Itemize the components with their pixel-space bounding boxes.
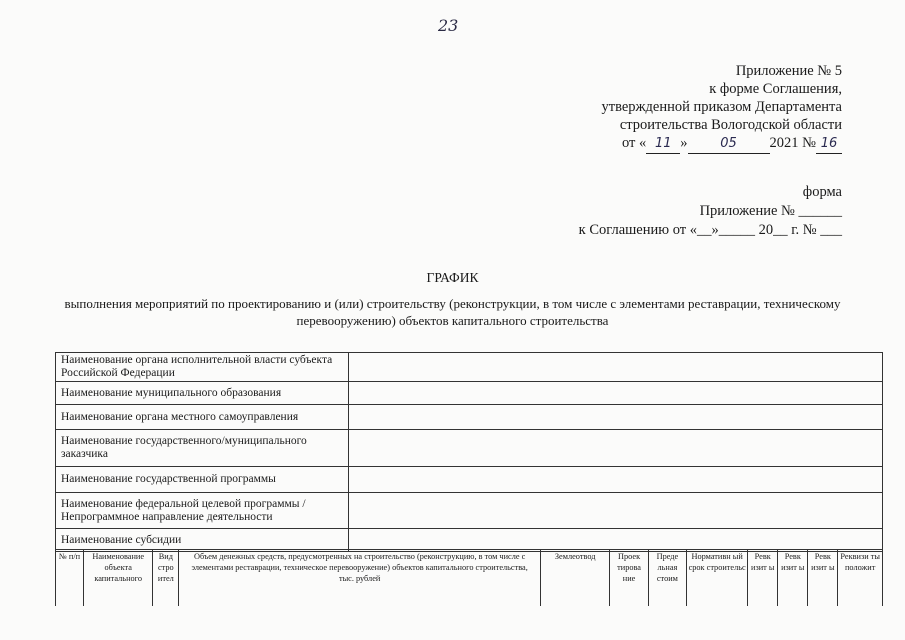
date-number-field xyxy=(816,134,842,154)
date-year: 2021 № xyxy=(769,135,816,151)
appendix-line-2: к форме Соглашения, xyxy=(709,81,842,97)
info-row xyxy=(56,405,883,430)
info-label: Наименование муниципального образования xyxy=(56,382,349,405)
date-day-field xyxy=(646,134,680,154)
page-bottom-margin xyxy=(0,606,905,640)
form-block xyxy=(579,183,842,240)
column-header: Ревк изит ы xyxy=(748,550,778,609)
column-header: № п/п xyxy=(56,550,84,609)
column-header: Преде льная стоим xyxy=(648,550,686,609)
column-header: Наименование объекта капитального xyxy=(83,550,152,609)
column-header: Объем денежных средств, предусмотренных на строительство (реконструкцию, в том числе с элементами реставрации, техническое перевооружение) объектов капитального строительства, тыс. рублей xyxy=(179,550,541,609)
info-value[interactable] xyxy=(349,382,883,405)
appendix-date-line xyxy=(602,134,843,154)
info-row xyxy=(56,467,883,493)
info-table xyxy=(55,352,883,552)
column-header: Землеотвод xyxy=(540,550,609,609)
form-line-1: форма xyxy=(802,184,842,200)
info-label: Наименование государственного/муниципального заказчика xyxy=(56,430,349,467)
date-prefix: от « xyxy=(622,135,647,151)
appendix-line-4: строительства Вологодской области xyxy=(619,117,842,133)
page-number: 23 xyxy=(438,16,459,35)
info-label: Наименование органа исполнительной власти субъекта Российской Федерации xyxy=(56,353,349,382)
appendix-line-3: утвержденной приказом Департамента xyxy=(601,99,842,115)
info-label: Наименование субсидии xyxy=(56,529,349,552)
document-title: ГРАФИК xyxy=(426,270,479,285)
info-row xyxy=(56,382,883,405)
column-header: Нормативн ый срок строительс xyxy=(687,550,748,609)
date-day-handwritten: 11 xyxy=(655,136,672,151)
info-value[interactable] xyxy=(349,430,883,467)
form-line-3: к Соглашению от «__»_____ 20__ г. № ___ xyxy=(578,222,842,238)
schedule-columns-header xyxy=(55,549,883,608)
info-value[interactable] xyxy=(349,405,883,430)
column-header: Вид стро ител xyxy=(153,550,179,609)
date-month-field xyxy=(688,134,770,154)
info-value[interactable] xyxy=(349,353,883,382)
column-header: Ревк изит ы xyxy=(808,550,838,609)
appendix-block xyxy=(602,62,843,154)
date-number-handwritten: 16 xyxy=(820,136,838,151)
document-subtitle: выполнения мероприятий по проектированию и (или) строительству (реконструкции, в том числе с элементами реставрации, техническому перевооружению) объектов капитального строительства xyxy=(64,296,841,328)
info-value[interactable] xyxy=(349,467,883,493)
info-row xyxy=(56,430,883,467)
column-header: Ревк изит ы xyxy=(778,550,808,609)
info-row xyxy=(56,493,883,529)
appendix-line-1: Приложение № 5 xyxy=(735,63,842,79)
column-header-row xyxy=(56,550,883,609)
info-label: Наименование федеральной целевой программы / Непрограммное направление деятельности xyxy=(56,493,349,529)
date-mid: » xyxy=(680,135,688,151)
column-header: Реквизи ты положит xyxy=(838,550,883,609)
info-value[interactable] xyxy=(349,493,883,529)
info-label: Наименование органа местного самоуправления xyxy=(56,405,349,430)
info-label: Наименование государственной программы xyxy=(56,467,349,493)
info-row xyxy=(56,353,883,382)
form-line-2: Приложение № ______ xyxy=(699,203,842,219)
date-month-handwritten: 05 xyxy=(720,136,737,151)
column-header: Проек тирова ние xyxy=(610,550,648,609)
